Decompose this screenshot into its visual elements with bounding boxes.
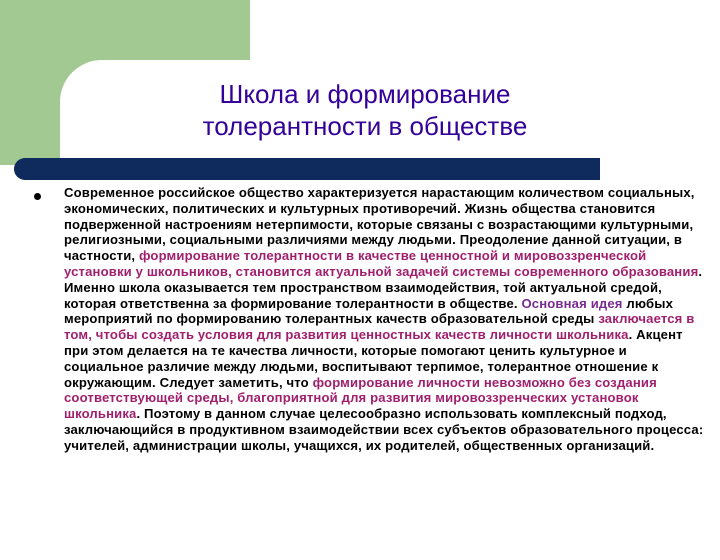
title-divider-bar — [14, 158, 600, 180]
highlight-segment-1: формирование толерантности в качестве ценностной и мировоззренческой установки у школьников, становится актуальной задачей системы современного образования — [64, 248, 699, 279]
highlight-segment-4: формирование личности невозможно без создания соответствующей среды, благоприятной для развития мировоззренческих установок школьника — [64, 374, 657, 422]
title-line-2: толерантности в обществе — [202, 111, 528, 141]
text-segment-1: Современное российское общество характеризуется нарастающим количеством социальных, экономических, политических и культурных противоречий. Жизнь общества становится подверженной настроениям нетерпимости, которые связаны с возрастающими культурными, религиозными, социальными различиями между людьми. Преодоление данной ситуации, в частности, — [64, 185, 695, 264]
bullet-icon — [34, 193, 41, 200]
slide-title — [120, 78, 610, 142]
highlight-segment-2: Основная идея — [521, 295, 623, 311]
text-segment-2: . Именно школа оказывается тем пространством взаимодействия, той актуальной средой, которая ответственна за формирование толерантности в обществе. — [64, 263, 703, 311]
title-line-1: Школа и формирование — [219, 79, 511, 109]
highlight-segment-3: заключается в том, чтобы создать условия для развития ценностных качеств личности школьника — [64, 311, 695, 343]
text-segment-5: . Поэтому в данном случае целесообразно использовать комплексный подход, заключающийся в продуктивном взаимодействии всех субъектов образовательного процесса: учителей, администрации школы, учащихся, их родителей, общественных организаций. — [64, 406, 704, 453]
text-segment-3: любых мероприятий по формированию толерантных качеств образовательной среды — [64, 295, 673, 327]
body-paragraph — [64, 185, 704, 454]
text-segment-4: . Акцент при этом делается на те качества личности, которые помогают ценить культурное и социальное различие между людьми, воспитывают терпимое, толерантное отношение к окружающим. Следует заметить, что — [64, 327, 683, 390]
